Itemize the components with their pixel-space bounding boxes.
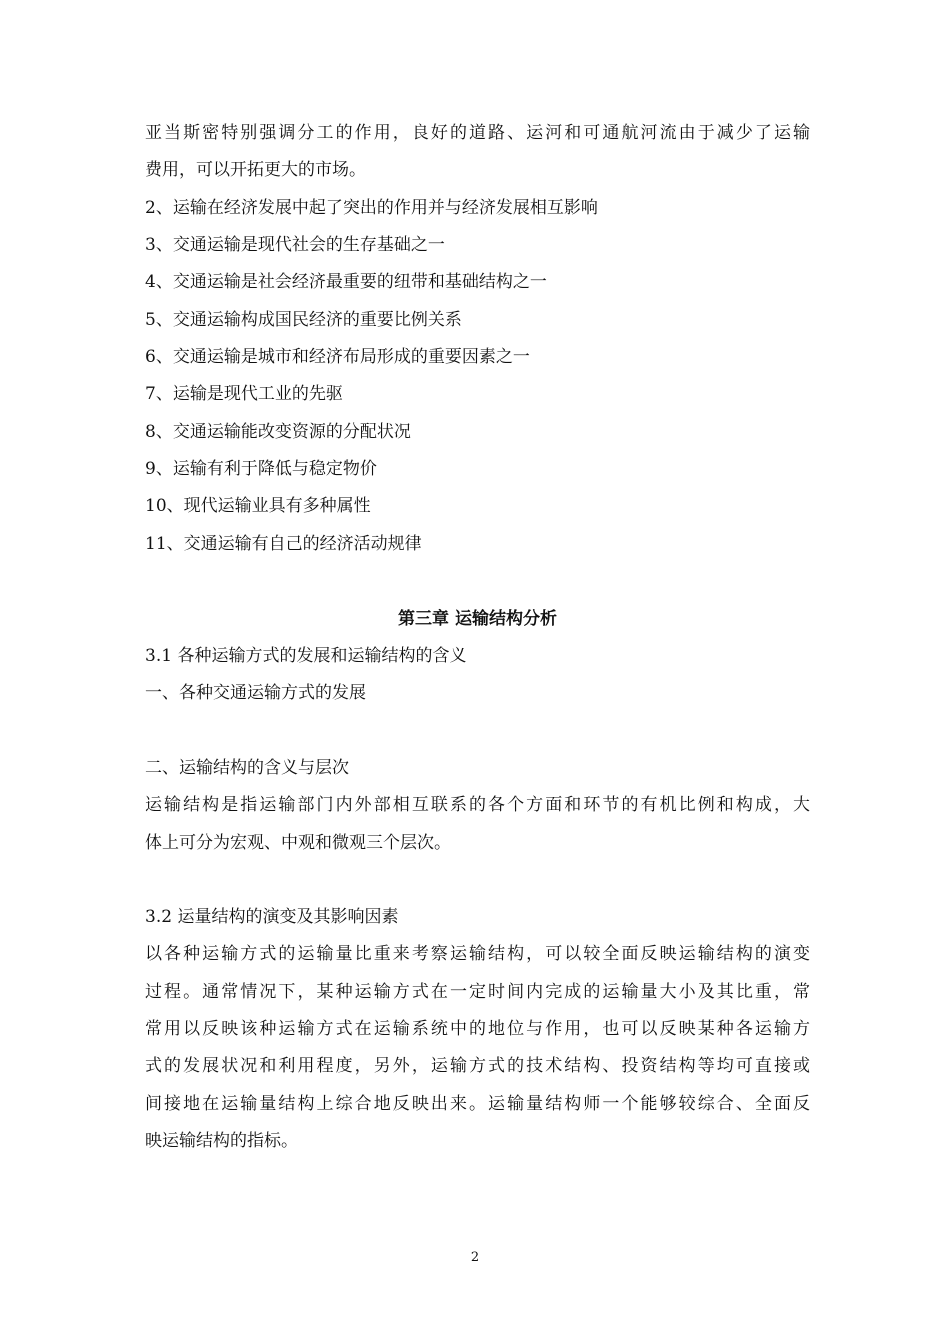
list-item-3: 3、交通运输是现代社会的生存基础之一 xyxy=(145,235,445,255)
subsection-1-heading: 一、各种交通运输方式的发展 xyxy=(145,683,366,703)
list-item-4: 4、交通运输是社会经济最重要的纽带和基础结构之一 xyxy=(145,272,547,292)
paragraph-3-line-5: 间接地在运输量结构上综合地反映出来。运输量结构师一个能够较综合、全面反 xyxy=(145,1094,810,1114)
paragraph-3-line-2: 过程。通常情况下，某种运输方式在一定时间内完成的运输量大小及其比重，常 xyxy=(145,982,810,1002)
paragraph-3-line-4: 式的发展状况和利用程度，另外，运输方式的技术结构、投资结构等均可直接或 xyxy=(145,1056,810,1076)
page-number: 2 xyxy=(470,1250,480,1265)
list-item-8: 8、交通运输能改变资源的分配状况 xyxy=(145,422,411,442)
paragraph-3-line-1: 以各种运输方式的运输量比重来考察运输结构，可以较全面反映运输结构的演变 xyxy=(145,944,810,964)
subsection-2-heading: 二、运输结构的含义与层次 xyxy=(145,758,349,778)
list-item-5: 5、交通运输构成国民经济的重要比例关系 xyxy=(145,310,462,330)
paragraph-1-line-2: 费用，可以开拓更大的市场。 xyxy=(145,160,366,180)
section-3-2-heading: 3.2 运量结构的演变及其影响因素 xyxy=(145,907,399,927)
list-item-6: 6、交通运输是城市和经济布局形成的重要因素之一 xyxy=(145,347,530,367)
list-item-10: 10、现代运输业具有多种属性 xyxy=(145,496,371,516)
list-item-7: 7、运输是现代工业的先驱 xyxy=(145,384,343,404)
paragraph-3-line-3: 常用以反映该种运输方式在运输系统中的地位与作用，也可以反映某种各运输方 xyxy=(145,1019,810,1039)
paragraph-2-line-1: 运输结构是指运输部门内外部相互联系的各个方面和环节的有机比例和构成，大 xyxy=(145,795,810,815)
paragraph-1-line-1: 亚当斯密特别强调分工的作用，良好的道路、运河和可通航河流由于减少了运输 xyxy=(145,123,810,143)
list-item-9: 9、运输有利于降低与稳定物价 xyxy=(145,459,377,479)
chapter-title: 第三章 运输结构分析 xyxy=(398,609,557,629)
list-item-11: 11、交通运输有自己的经济活动规律 xyxy=(145,534,422,554)
paragraph-3-line-6: 映运输结构的指标。 xyxy=(145,1131,298,1151)
paragraph-2-line-2: 体上可分为宏观、中观和微观三个层次。 xyxy=(145,833,451,853)
section-3-1-heading: 3.1 各种运输方式的发展和运输结构的含义 xyxy=(145,646,467,666)
list-item-2: 2、运输在经济发展中起了突出的作用并与经济发展相互影响 xyxy=(145,198,598,218)
